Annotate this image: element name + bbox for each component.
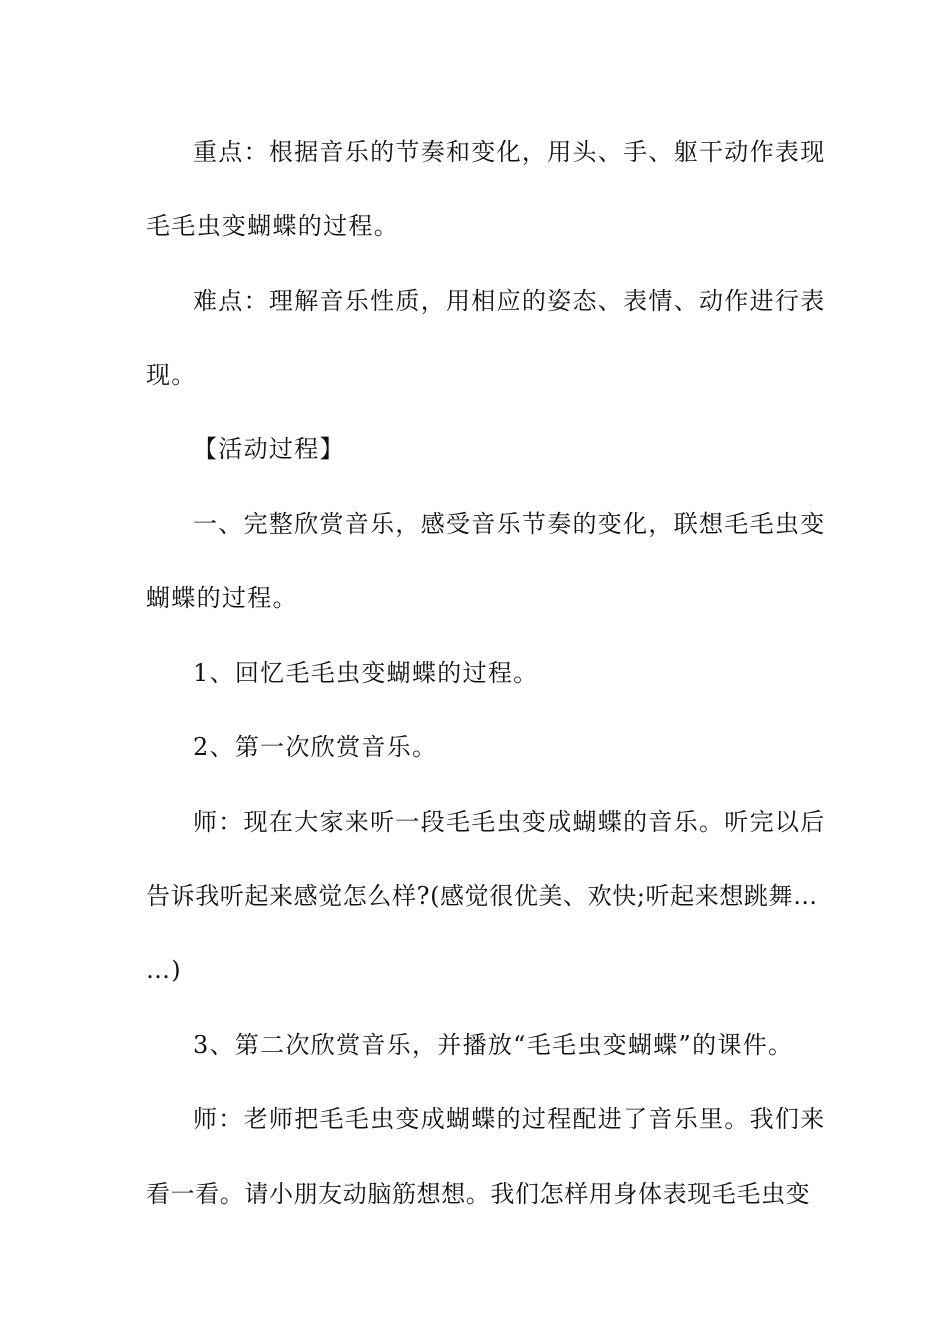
- text-line: 重点：根据音乐的节奏和变化，用头、手、躯干动作表现: [193, 138, 826, 166]
- text-line: 现。: [146, 361, 197, 389]
- section-heading: 【活动过程】: [193, 435, 345, 463]
- text-line: …): [146, 956, 182, 984]
- text-line: 师：现在大家来听一段毛毛虫变成蝴蝶的音乐。听完以后: [193, 808, 826, 836]
- text-line: 2、第一次欣赏音乐。: [193, 733, 438, 761]
- text-line: 一、完整欣赏音乐，感受音乐节奏的变化，联想毛毛虫变: [193, 510, 826, 538]
- text-line: 1、回忆毛毛虫变蝴蝶的过程。: [193, 659, 539, 687]
- text-line: 3、第二次欣赏音乐，并播放“毛毛虫变蝴蝶”的课件。: [193, 1031, 794, 1059]
- text-line: 难点：理解音乐性质，用相应的姿态、表情、动作进行表: [193, 287, 826, 315]
- text-line: 看一看。请小朋友动脑筋想想。我们怎样用身体表现毛毛虫变: [146, 1180, 811, 1208]
- text-line: 蝴蝶的过程。: [146, 584, 298, 612]
- text-line: 师：老师把毛毛虫变成蝴蝶的过程配进了音乐里。我们来: [193, 1105, 826, 1133]
- text-line: 毛毛虫变蝴蝶的过程。: [146, 212, 399, 240]
- text-line: 告诉我听起来感觉怎么样?(感觉很优美、欢快;听起来想跳舞…: [146, 882, 818, 910]
